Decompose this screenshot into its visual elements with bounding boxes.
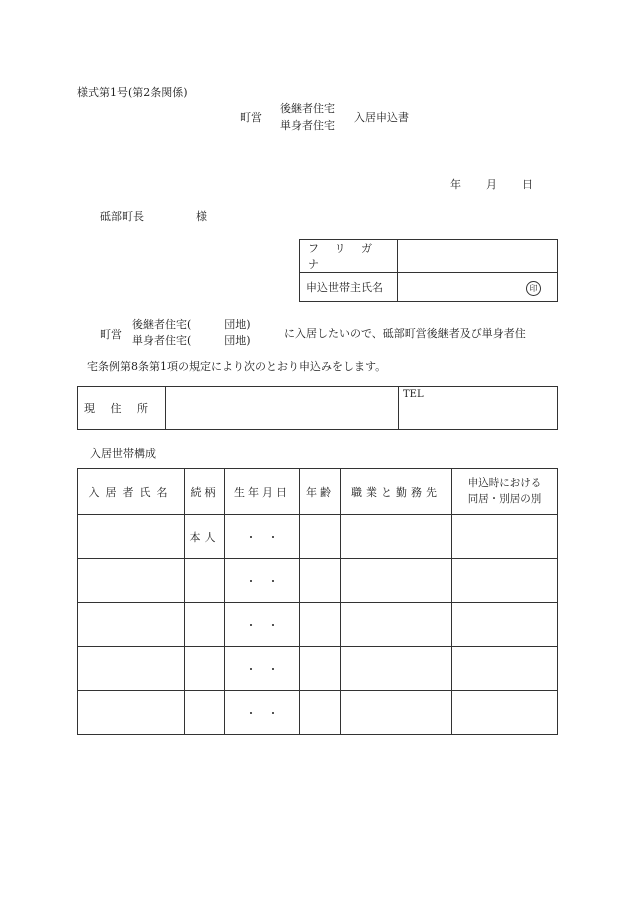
household-table [77,468,558,735]
title-option-single: 単身者住宅 [280,119,335,132]
household-header-row [78,469,558,515]
furigana-label: フ リ ガ ナ [300,240,398,273]
occupation-cell[interactable] [341,515,452,559]
relation-cell[interactable] [185,559,225,603]
member-name-cell[interactable] [78,691,185,735]
header-status: 申込時における 同居・別居の別 [452,469,558,515]
header-name: 入居者氏名 [78,469,185,515]
statement-option-successor: 後継者住宅( 団地) [132,318,251,331]
member-name-cell[interactable] [78,603,185,647]
occupation-cell[interactable] [341,691,452,735]
status-cell[interactable] [452,603,558,647]
relation-cell[interactable] [185,603,225,647]
table-row [78,603,558,647]
tel-field[interactable] [399,387,558,430]
table-row [78,691,558,735]
age-cell[interactable] [300,515,341,559]
title-suffix: 入居申込書 [354,111,409,124]
birthdate-cell[interactable]: ・ ・ [225,559,300,603]
relation-cell[interactable] [185,691,225,735]
birthdate-cell[interactable]: ・ ・ [225,691,300,735]
addressee-honorific: 様 [196,210,207,223]
statement-text-line1: に入居したいので、砥部町営後継者及び単身者住 [284,327,526,340]
form-number: 様式第1号(第2条関係) [77,86,188,99]
furigana-field[interactable] [398,240,558,273]
table-row [78,559,558,603]
birthdate-cell[interactable]: ・ ・ [225,603,300,647]
member-name-cell[interactable] [78,559,185,603]
table-row [78,515,558,559]
address-label: 現 住 所 [78,387,166,430]
addressee-name: 砥部町長 [100,210,144,223]
address-field[interactable] [166,387,399,430]
age-cell[interactable] [300,691,341,735]
birthdate-cell[interactable]: ・ ・ [225,515,300,559]
address-table [77,386,558,430]
table-row [78,647,558,691]
relation-cell[interactable] [185,647,225,691]
birthdate-cell[interactable]: ・ ・ [225,647,300,691]
status-cell[interactable] [452,691,558,735]
date-day: 日 [522,178,533,191]
seal-icon: 印 [526,281,541,296]
status-cell[interactable] [452,647,558,691]
member-name-cell[interactable] [78,515,185,559]
applicant-name-field[interactable] [398,273,558,302]
age-cell[interactable] [300,559,341,603]
occupation-cell[interactable] [341,603,452,647]
tel-label: TEL [403,389,424,400]
relation-cell[interactable]: 本人 [185,515,225,559]
statement-prefix: 町営 [100,328,122,341]
applicant-table [299,239,558,302]
age-cell[interactable] [300,603,341,647]
status-cell[interactable] [452,515,558,559]
title-prefix: 町営 [240,111,262,124]
title-option-successor: 後継者住宅 [280,102,335,115]
applicant-name-label: 申込世帯主氏名 [300,273,398,302]
occupation-cell[interactable] [341,559,452,603]
status-cell[interactable] [452,559,558,603]
statement-option-single: 単身者住宅( 団地) [132,334,251,347]
header-relation: 続柄 [185,469,225,515]
household-title: 入居世帯構成 [90,447,156,460]
header-age: 年齢 [300,469,341,515]
date-year: 年 [450,178,461,191]
date-month: 月 [486,178,497,191]
age-cell[interactable] [300,647,341,691]
member-name-cell[interactable] [78,647,185,691]
statement-text-line2: 宅条例第8条第1項の規定により次のとおり申込みをします。 [87,360,387,373]
header-birthdate: 生年月日 [225,469,300,515]
header-occupation: 職業と勤務先 [341,469,452,515]
occupation-cell[interactable] [341,647,452,691]
